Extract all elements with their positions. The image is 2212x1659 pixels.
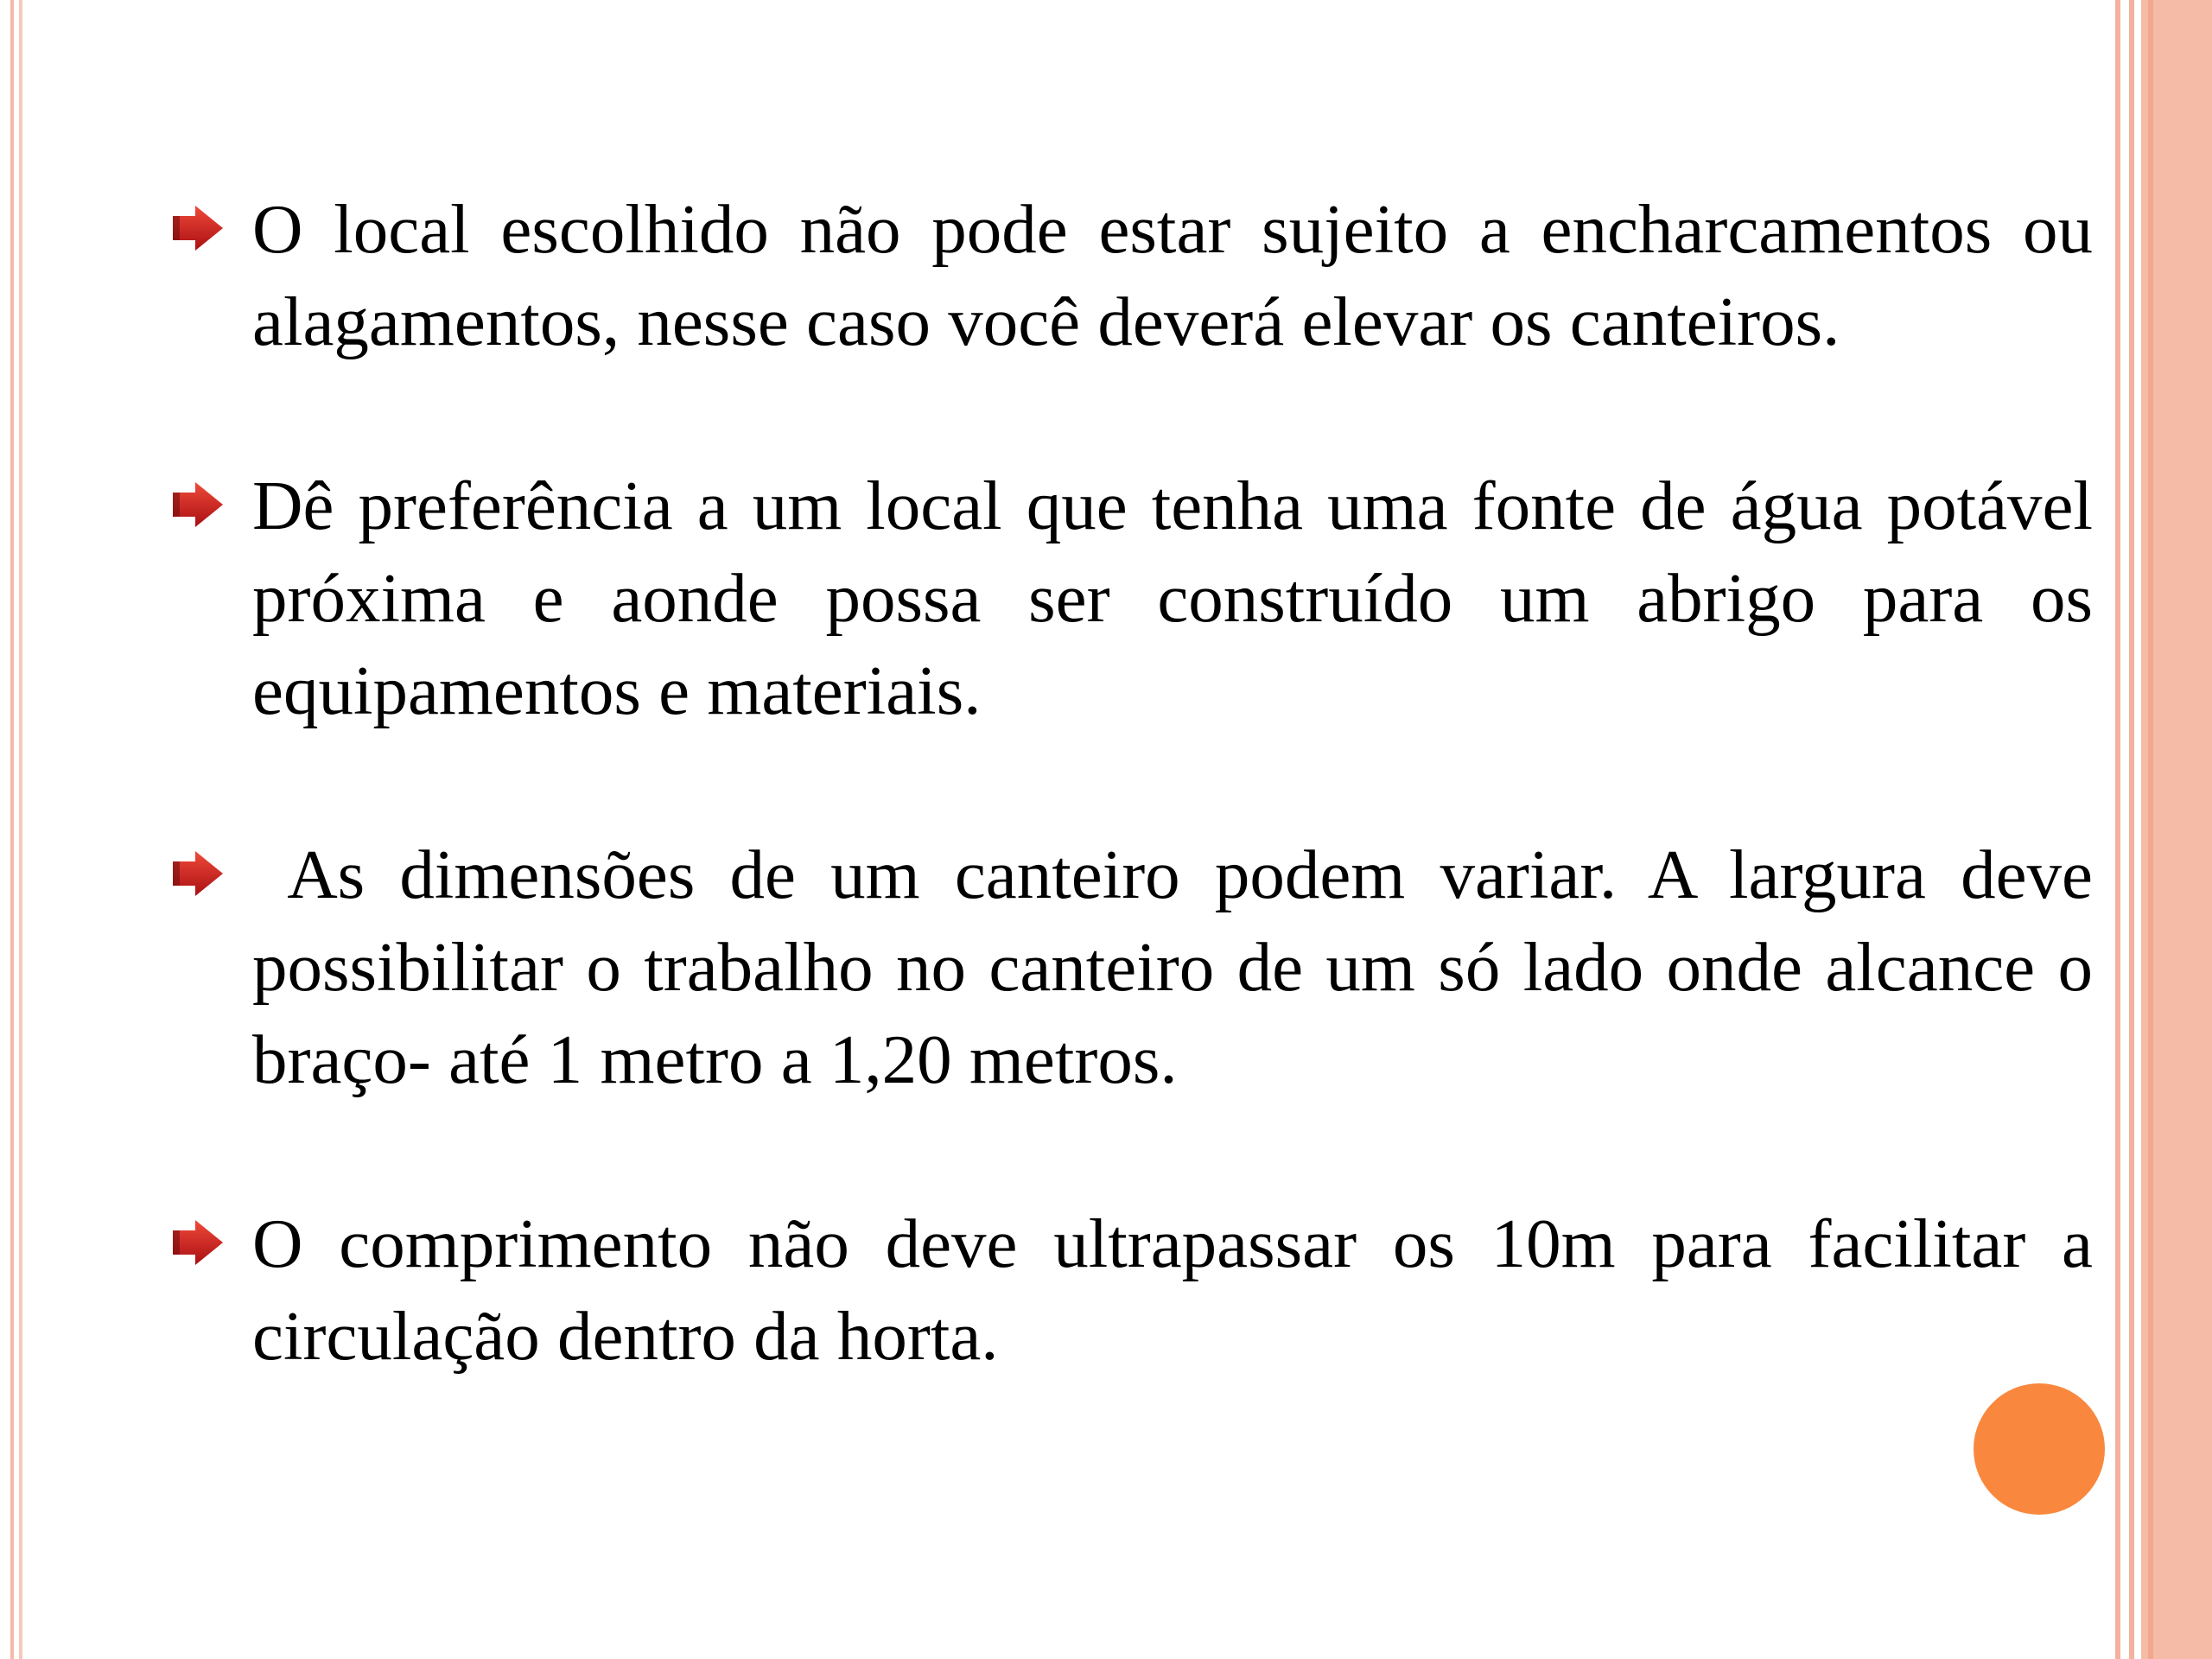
arrow-bullet-icon (169, 1218, 225, 1267)
bullet-text: Dê preferência a um local que tenha uma fonte de água potável próxima e aonde possa ser construído um abrigo para os equipamentos e materiais. (252, 467, 2093, 729)
orange-circle-decoration (1974, 1383, 2105, 1515)
bullet-list (169, 183, 2111, 1474)
left-border-line (19, 0, 22, 1659)
bullet-text: O local escolhido não pode estar sujeito a encharcamentos ou alagamentos, nesse caso você deverá elevar os canteiros. (252, 190, 2093, 360)
bullet-item (169, 460, 2093, 737)
right-decorative-band-inner (2148, 0, 2153, 1659)
left-border-line (10, 0, 14, 1659)
arrow-bullet-icon (169, 204, 225, 252)
right-border-line (2115, 0, 2120, 1659)
arrow-bullet-icon (169, 849, 225, 898)
bullet-item (169, 829, 2111, 1106)
bullet-text: O comprimento não deve ultrapassar os 10m para facilitar a circulação dentro da horta. (252, 1205, 2093, 1375)
right-border-line (2129, 0, 2134, 1659)
bullet-text: As dimensões de um canteiro podem variar. A largura deve possibilitar o trabalho no canteiro de um só lado onde alcance o braço- até 1 metro a 1,20 metros. (252, 836, 2111, 1098)
bullet-item (169, 1198, 2093, 1382)
bullet-item (169, 183, 2093, 368)
arrow-bullet-icon (169, 480, 225, 529)
